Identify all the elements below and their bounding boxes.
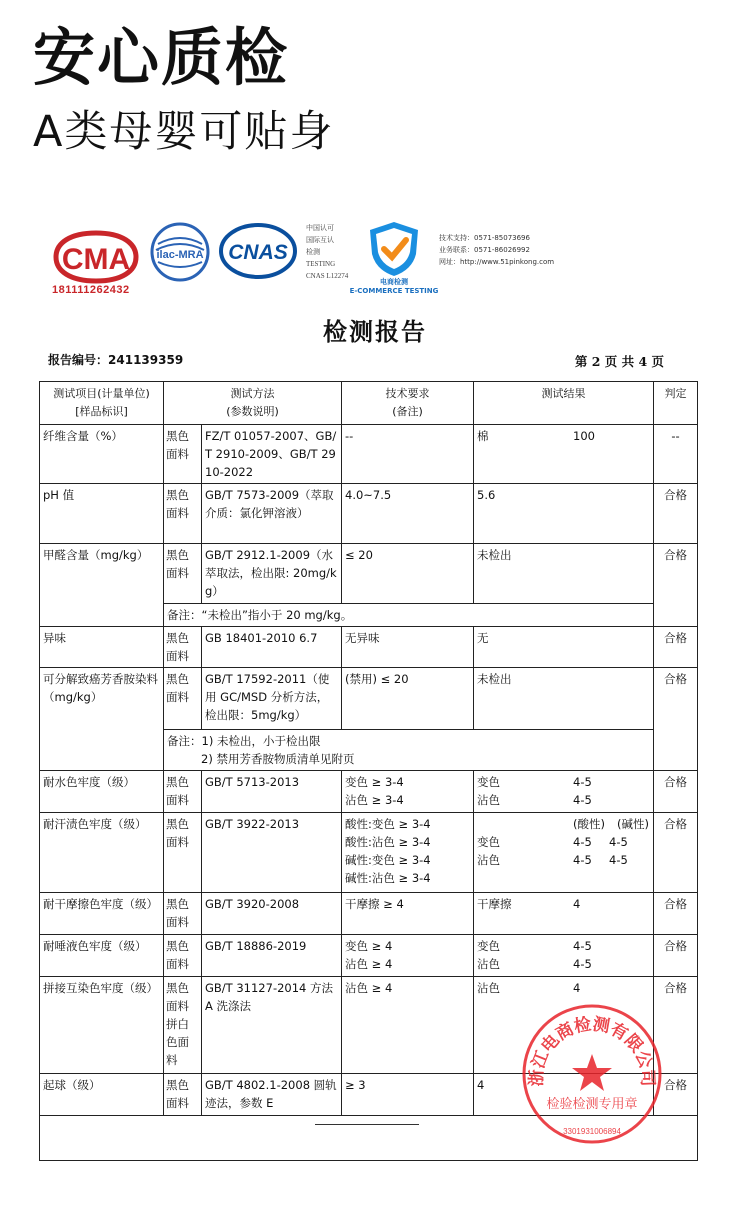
table-row: [40, 668, 698, 730]
requirement-cell: 沾色 ≥ 4: [342, 977, 474, 1074]
method-cell: GB/T 17592-2011（使用 GC/MSD 分析方法，检出限：5mg/kg）: [202, 668, 342, 730]
svg-text:ilac-MRA: ilac-MRA: [156, 249, 204, 261]
item-cell: 甲醛含量（mg/kg）: [40, 544, 164, 627]
item-cell: 起球（级）: [40, 1074, 164, 1116]
certification-logos: [44, 212, 704, 302]
method-cell: GB/T 7573-2009（萃取介质：氯化钾溶液）: [202, 484, 342, 544]
ecommerce-testing-shield-icon: [360, 218, 428, 280]
item-cell: 拼接互染色牢度（级）: [40, 977, 164, 1074]
cnas-line: CNAS L12274: [306, 272, 349, 280]
method-cell: GB/T 5713-2013: [202, 771, 342, 813]
result-cell: [474, 425, 654, 484]
result-value: 100: [573, 429, 595, 443]
result-cell: 未检出: [474, 668, 654, 730]
official-seal-stamp-icon: [520, 1002, 664, 1146]
verdict-cell: 合格: [654, 977, 698, 1074]
ilac-mra-icon: [148, 220, 212, 284]
stamp-code: 3301931006894: [563, 1127, 621, 1136]
cnas-line: 检测: [306, 248, 320, 256]
table-row: [40, 771, 698, 813]
end-dash: [315, 1124, 419, 1125]
verdict-cell: 合格: [654, 1074, 698, 1116]
method-cell: GB/T 18886-2019: [202, 935, 342, 977]
table-row: [40, 935, 698, 977]
header-requirement: 技术要求 (备注): [342, 382, 474, 425]
table-row: [40, 544, 698, 604]
requirement-cell: (禁用) ≤ 20: [342, 668, 474, 730]
requirement-cell: 变色 ≥ 3-4 沾色 ≥ 3-4: [342, 771, 474, 813]
material-cell: 黑色面料: [164, 425, 202, 484]
svg-text:CNAS: CNAS: [228, 241, 288, 264]
result-cell: 干摩擦 4: [474, 893, 654, 935]
requirement-cell: 无异味: [342, 627, 474, 668]
method-cell: FZ/T 01057-2007、GB/T 2910-2009、GB/T 2910-2022: [202, 425, 342, 484]
requirement-cell: ≥ 3: [342, 1074, 474, 1116]
material-cell: 黑色面料: [164, 544, 202, 604]
cnas-line: 国际互认: [306, 236, 334, 244]
verdict-cell: 合格: [654, 627, 698, 668]
note-line: 备注：1) 未检出，小于检出限: [167, 734, 321, 748]
note-cell: 备注：“未检出”指小于 20 mg/kg。: [164, 604, 654, 627]
material-cell: 黑色面料: [164, 935, 202, 977]
method-cell: GB/T 3920-2008: [202, 893, 342, 935]
requirement-cell: 4.0~7.5: [342, 484, 474, 544]
svg-text:CMA: CMA: [61, 243, 131, 276]
table-row: [40, 813, 698, 893]
header-result: 测试结果: [474, 382, 654, 425]
report-title: 检测报告: [323, 317, 427, 346]
header-verdict: 判定: [654, 382, 698, 425]
contact-line: 业务联系：0571-86026992: [439, 246, 530, 254]
item-cell: 异味: [40, 627, 164, 668]
table-row: [40, 627, 698, 668]
result-cell: 4: [474, 1074, 654, 1116]
material-cell: 黑色面料: [164, 484, 202, 544]
result-cell: 沾色 4: [474, 977, 654, 1074]
ecommerce-label: 电商检测: [380, 278, 408, 286]
material-cell: 黑色面料: [164, 1074, 202, 1116]
result-cell: (酸性) (碱性) 变色 4-5 4-5 沾色 4-5 4-5: [474, 813, 654, 893]
note-line: 2) 禁用芳香胺物质清单见附页: [201, 752, 355, 766]
table-row: [40, 484, 698, 544]
method-cell: GB/T 3922-2013: [202, 813, 342, 893]
item-cell: 耐汗渍色牢度（级）: [40, 813, 164, 893]
method-cell: GB/T 31127-2014 方法 A 洗涤法: [202, 977, 342, 1074]
header-method: 测试方法 (参数说明): [164, 382, 342, 425]
contact-line: 技术支持：0571-85073696: [439, 234, 530, 242]
stamp-name: 浙江电商检测有限公司: [526, 1014, 658, 1087]
cnas-line: 中国认可: [306, 224, 334, 232]
requirement-cell: ≤ 20: [342, 544, 474, 604]
verdict-cell: 合格: [654, 544, 698, 627]
verdict-cell: 合格: [654, 771, 698, 813]
result-cell: 变色 4-5 沾色 4-5: [474, 771, 654, 813]
verdict-cell: 合格: [654, 893, 698, 935]
requirement-cell: --: [342, 425, 474, 484]
hero-title: 安心质检: [33, 21, 290, 94]
material-cell: 黑色面料: [164, 627, 202, 668]
method-cell: GB/T 4802.1-2008 圆轨迹法，参数 E: [202, 1074, 342, 1116]
requirement-cell: 干摩擦 ≥ 4: [342, 893, 474, 935]
method-cell: GB/T 2912.1-2009（水萃取法，检出限: 20mg/kg）: [202, 544, 342, 604]
cma-number: 181111262432: [52, 284, 130, 296]
cnas-accreditation-text: [306, 222, 348, 282]
ecommerce-sub: E-COMMERCE TESTING: [349, 287, 439, 295]
result-cell: 5.6: [474, 484, 654, 544]
material-cell: 黑色面料拼白色面料: [164, 977, 202, 1074]
material-cell: 黑色面料: [164, 893, 202, 935]
item-cell: 耐水色牢度（级）: [40, 771, 164, 813]
verdict-cell: 合格: [654, 484, 698, 544]
contact-info: [439, 232, 554, 268]
page-info: 第 2 页 共 4 页: [574, 354, 664, 369]
verdict-cell: 合格: [654, 813, 698, 893]
result-cell: 变色 4-5 沾色 4-5: [474, 935, 654, 977]
result-cell: 未检出: [474, 544, 654, 604]
cnas-line: TESTING: [306, 260, 336, 268]
material-cell: 黑色面料: [164, 771, 202, 813]
item-cell: 纤维含量（%）: [40, 425, 164, 484]
table-row: [40, 893, 698, 935]
item-cell: pH 值: [40, 484, 164, 544]
cma-logo-icon: [52, 222, 140, 292]
contact-line: 网址：http://www.51pinkong.com: [439, 258, 555, 266]
stamp-sub: 检验检测专用章: [546, 1097, 638, 1112]
requirement-cell: 酸性:变色 ≥ 3-4 酸性:沾色 ≥ 3-4 碱性:变色 ≥ 3-4 碱性:沾色 ≥ 3-4: [342, 813, 474, 893]
ecommerce-testing-label: [348, 278, 440, 296]
note-cell: [164, 730, 654, 771]
result-cell: 无: [474, 627, 654, 668]
method-cell: GB 18401-2010 6.7: [202, 627, 342, 668]
item-cell: 可分解致癌芳香胺染料（mg/kg）: [40, 668, 164, 771]
hero-subtitle: A类母婴可贴身: [33, 107, 335, 157]
report-number-label: 报告编号：: [48, 353, 109, 367]
table-header-row: [40, 382, 698, 425]
verdict-cell: --: [654, 425, 698, 484]
cnas-logo-icon: [219, 222, 297, 280]
table-row: [40, 425, 698, 484]
report-number: [48, 351, 183, 368]
verdict-cell: 合格: [654, 668, 698, 771]
report-number-value: 241139359: [108, 353, 184, 367]
item-cell: 耐干摩擦色牢度（级）: [40, 893, 164, 935]
verdict-cell: 合格: [654, 935, 698, 977]
material-cell: 黑色面料: [164, 668, 202, 730]
requirement-cell: 变色 ≥ 4 沾色 ≥ 4: [342, 935, 474, 977]
item-cell: 耐唾液色牢度（级）: [40, 935, 164, 977]
result-label: 棉: [477, 429, 489, 443]
material-cell: 黑色面料: [164, 813, 202, 893]
header-item: 测试项目(计量单位) [样品标识]: [40, 382, 164, 425]
